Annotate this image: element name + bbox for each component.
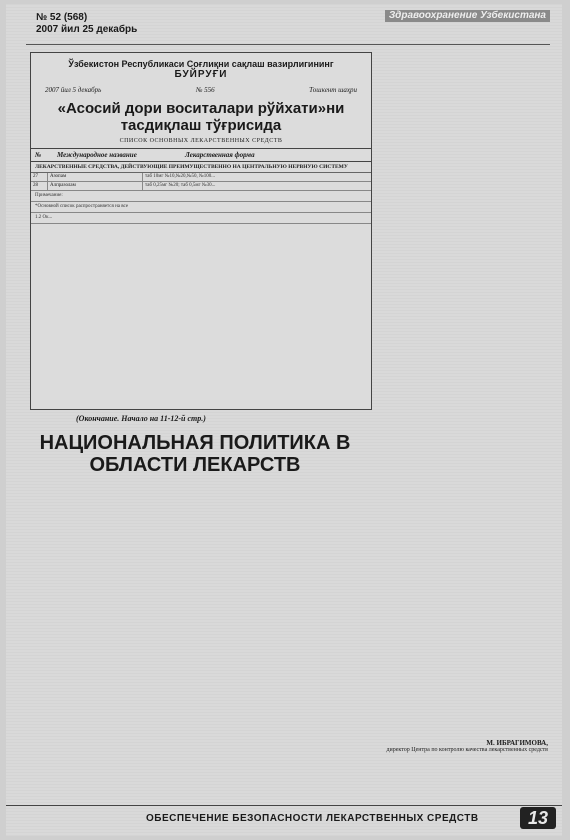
table-note: *Основной список распространяется на все — [31, 202, 371, 213]
table-note: Примечание: — [31, 191, 371, 202]
col-form: Лекарственная форма — [185, 151, 255, 159]
col-name: Международное название — [57, 151, 137, 159]
table-row: 27 Азопам таб 10мг №10,№20,№50, №100... — [31, 173, 371, 182]
continuation-note: (Окончание. Начало на 11-12-й стр.) — [76, 414, 206, 423]
ministry-order-box — [30, 52, 372, 410]
masthead-issue-info — [36, 12, 137, 36]
masthead-title — [385, 10, 550, 24]
issue-date: 2007 йил 25 декабрь — [36, 24, 138, 35]
signature-role: директор Центра по контролю качества лекарственных средств — [386, 747, 548, 753]
order-date: 2007 йил 5 декабрь — [45, 86, 102, 94]
footer-title: ОБЕСПЕЧЕНИЕ БЕЗОПАСНОСТИ ЛЕКАРСТВЕННЫХ СРЕДСТВ — [146, 813, 479, 824]
ministry-header-line2: БУЙРУҒИ — [174, 69, 228, 80]
masthead-title-text: Здравоохранение Узбекистана — [385, 10, 550, 22]
order-title: «Асосий дори воситалари рўйхати»ни тасдиқлаш тўғрисида — [57, 100, 345, 134]
col-num: № — [35, 151, 42, 159]
table-row: 28 Алпразолам таб 0,25мг №20; таб 0,5мг №30... — [31, 182, 371, 191]
table-header — [31, 148, 371, 162]
table-note: 1.2 Ок... — [31, 213, 371, 224]
newspaper-page — [6, 4, 562, 836]
page-number: 13 — [520, 807, 556, 829]
ministry-header-line1: Ўзбекистон Республикаси Соғлиқни сақлаш вазирлигининг — [68, 59, 334, 69]
table-section-heading: ЛЕКАРСТВЕННЫЕ СРЕДСТВА, ДЕЙСТВУЮЩИЕ ПРЕИМУЩЕСТВЕННО НА ЦЕНТРАЛЬНУЮ НЕРВНУЮ СИСТЕМУ — [31, 162, 371, 173]
footer-rule — [6, 805, 562, 806]
order-number: № 556 — [195, 86, 215, 94]
article-headline: НАЦИОНАЛЬНАЯ ПОЛИТИКА В ОБЛАСТИ ЛЕКАРСТВ — [39, 432, 351, 476]
order-meta — [31, 80, 371, 94]
page-footer — [6, 805, 562, 831]
signature-name: М. ИБРАГИМОВА, — [486, 739, 548, 747]
issue-number: № 52 (568) — [36, 12, 88, 23]
order-city: Тошкент шаҳри — [309, 86, 357, 94]
article-signature — [378, 740, 548, 754]
order-subtitle: СПИСОК ОСНОВНЫХ ЛЕКАРСТВЕННЫХ СРЕДСТВ — [119, 138, 283, 144]
masthead-divider — [26, 44, 550, 45]
